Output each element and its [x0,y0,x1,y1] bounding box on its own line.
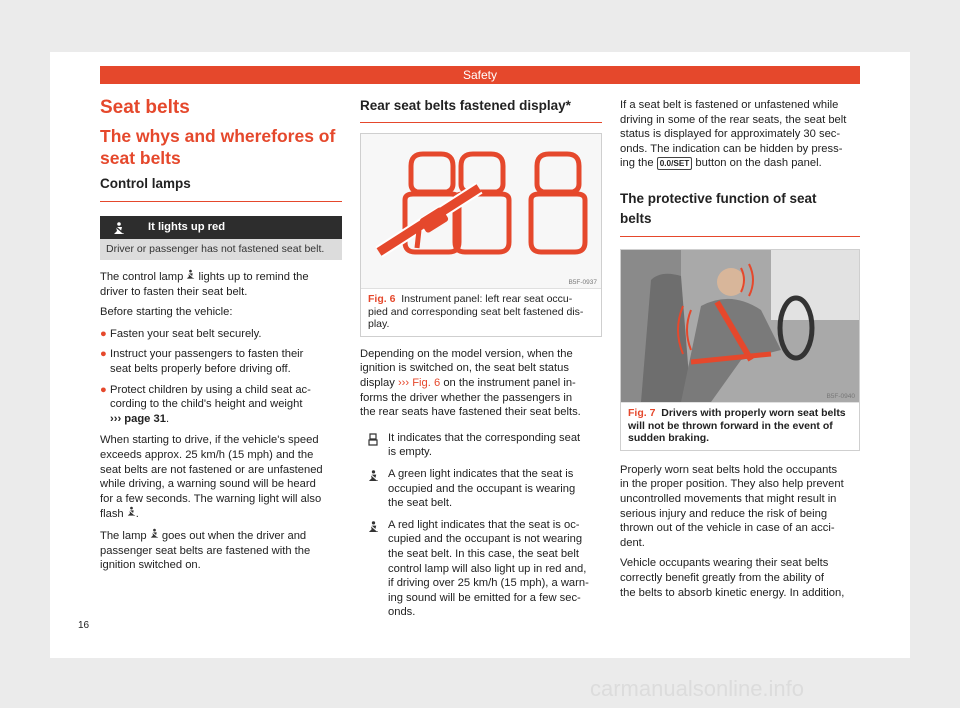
page-number: 16 [78,620,90,631]
status-row-green: A green light indicates that the seat is occupied and the occupant is wearing the seat belt. [360,467,602,511]
lamp-bar-description: Driver or passenger has not fastened seat belt. [100,239,342,260]
section-title: The whys and wherefores of seat belts [100,126,336,168]
paragraph-rear-display: If a seat belt is fastened or unfastened while driving in some of the rear seats, the seat belt status is displayed for approximately 30 sec- onds. The indication can be hidden by press- ing the 0.0/SET button on the dash panel. [620,99,847,170]
paragraph-lamp-off: The lamp goes out when the driver and passenger seat belts are fastened with the ignition switched on. [100,529,311,572]
driver-photo-illustration [621,250,859,402]
bullet-item: ● Fasten your seat belt securely. [100,327,262,340]
right-column [620,96,860,600]
status-row-empty: It indicates that the corresponding seat is empty. [360,431,602,460]
page-header: Safety [100,66,860,84]
set-button-label: 0.0/SET [657,157,693,170]
section-title-protective: The protective function of seat belts [620,189,860,237]
bullet-item: ● Instruct your passengers to fasten their seat belts properly before driving off. [100,348,304,375]
status-row-red: A red light indicates that the seat is oc- cupied and the occupant is not wearing the seat belt. In this case, the seat belt control lamp will also light up in red and, if driving over 25 km/h (15 mph), a warn- ing sound will be emitted for a few sec- onds. [360,518,602,620]
paragraph-before-starting: Before starting the vehicle: [100,306,233,319]
left-column [100,96,342,573]
figure-code: B5F-0937 [568,279,597,286]
seatbelt-warning-icon [127,508,136,520]
figure-image-seat-display [361,134,601,289]
seatbelt-warning-icon [368,520,379,539]
figure-code: B5F-0940 [826,392,855,400]
empty-seat-icon [368,433,379,451]
bullet-item: ● Protect children by using a child seat ac- cording to the child's height and weight ››› page 31. [100,383,311,425]
figure-image-driver [621,250,859,403]
watermark: carmanualsonline.info [590,676,805,701]
figure-link[interactable]: ››› Fig. 6 [397,376,441,389]
lamp-bar [100,216,342,239]
paragraph-properly-worn: Properly worn seat belts hold the occupants in the proper position. They also help prevent uncontrolled movements that might result in serious injury and reduce the risk of being thrown out of the vehicle in case of an acci- dent. [620,463,844,549]
figure-6 [360,133,602,337]
figure-7 [620,249,860,451]
section-title-rear-belts: Rear seat belts fastened display* [360,96,602,123]
seatbelt-warning-icon [186,271,195,283]
paragraph-kinetic-energy: Vehicle occupants wearing their seat belts correctly benefit greatly from the ability of the belts to absorb kinetic energy. In addition, [620,557,845,599]
paragraph-control-lamp: The control lamp lights up to remind the driver to fasten their seat belt. [100,271,309,298]
seatbelt-warning-icon [150,530,159,542]
seatbelt-display-illustration [361,134,601,288]
seat-belt-fastened-icon [368,469,379,488]
lamp-bar-text: It lights up red [148,221,226,233]
subsection-title: Control lamps [100,175,342,202]
paragraph-display: Depending on the model version, when the ignition is switched on, the seat belt status display ››› Fig. 6 on the instrument panel in- forms the driver whether the passengers in the rear seats have fastened their seat belts. [360,347,581,419]
seatbelt-warning-icon [113,221,125,244]
page-title: Seat belts [100,97,190,118]
figure-caption: Fig. 6 Instrument panel: left rear seat occu- pied and corresponding seat belt fastened dis- play. [368,293,584,331]
middle-column [360,96,602,620]
page-link[interactable]: ››› page 31 [110,412,166,425]
figure-caption: Fig. 7 Drivers with properly worn seat belts will not be thrown forward in the event of sudden braking. [628,406,846,445]
paragraph-warning-sound: When starting to drive, if the vehicle's speed exceeds approx. 25 km/h (15 mph) and the seat belts are not fastened or are unfastened while driving, a warning sound will be heard for a few seconds. The warning light will also flash . [100,434,323,521]
